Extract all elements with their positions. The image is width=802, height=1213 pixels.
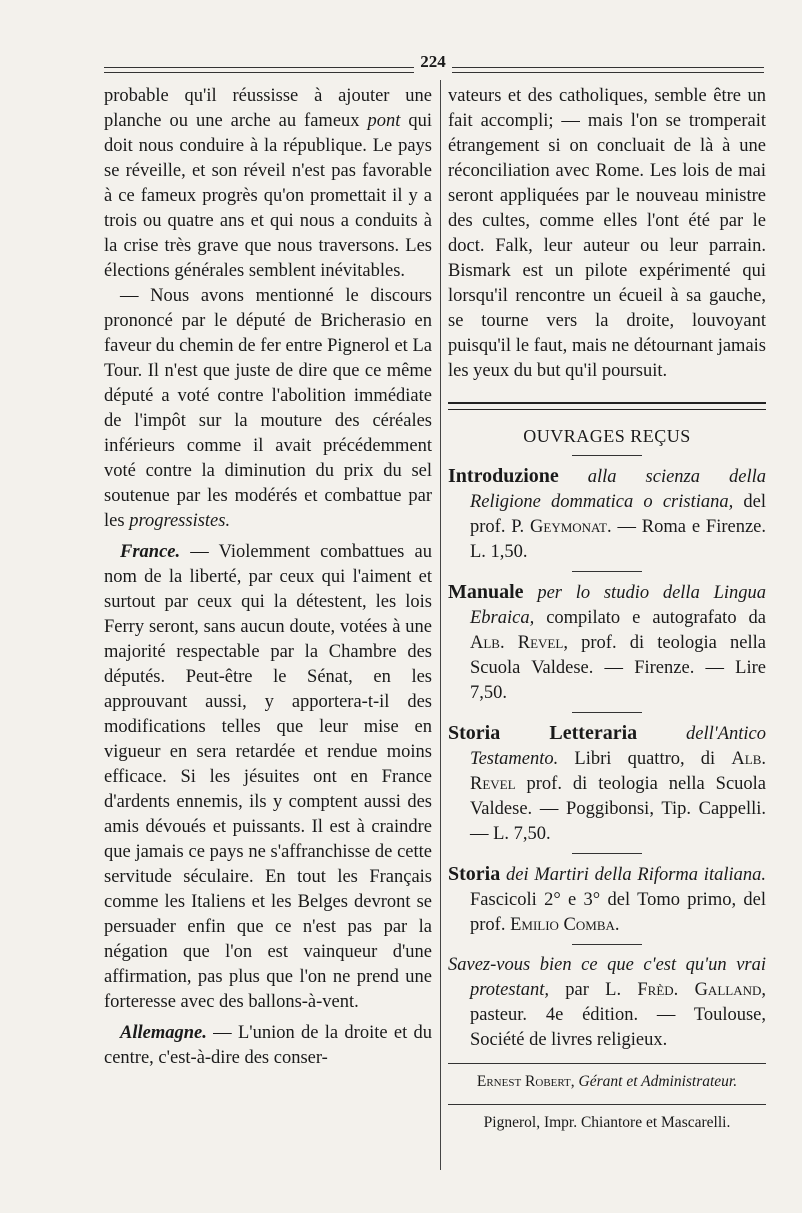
allemagne-heading: Allemagne. [120, 1023, 207, 1043]
entry-title: per lo studio della Lingua Ebraica, [470, 583, 766, 628]
gerant-role: Gérant et Administrateur. [578, 1073, 738, 1090]
allemagne-text: — L'union de la droite et du centre, c'est-à-dire des conser- [104, 1023, 432, 1068]
right-column [448, 84, 766, 1135]
entry-text: Libri quattro, di [574, 749, 716, 769]
left-column [104, 84, 432, 1071]
entry-author: Emilio Comba. [510, 915, 620, 935]
entry-tail: prof. di teologia nella Scuola Valdese. — Poggibonsi, Tip. Cappelli. — L. 7,50. [470, 774, 767, 844]
france-text: — Violemment combattues au nom de la liberté, par ceux qui l'aiment et surtout par ceux qui la détestent, les lois Ferry seront, sans aucun doute, votées à une majorité respectable par la Chambre des députés. Peut-être le Sénat, en les approuvant aussi, y apportera-t-il des modifications telles que leur mise en vigueur en sera retardée et rendue moins efficace. Si les jésuites ont en France d'ardents ennemis, ils y comptent aussi des amis dévoués et puissants. Il est à craindre que jamais ce pays ne s'affranchisse de cette servitude séculaire. En tout les Français comme les Italiens et les Belges devront se persuader enfin que ce n'est pas par la négation que l'on est vainqueur d'une affirmation, pas plus que l'on ne prend une forteresse avec des ballons-à-vent. [104, 542, 432, 1012]
footer-gerant [448, 1070, 766, 1094]
footer-printer: Pignerol, Impr. Chiantore et Mascarelli. [483, 1114, 731, 1131]
left-paragraph-1 [104, 84, 432, 284]
entry-title: dell'Antico Testamento. [470, 724, 766, 769]
short-rule [572, 944, 642, 945]
text-span: qui doit nous conduire à la république. Le pays se réveille, et son réveil n'est pas favorable à ce fameux progrès qu'on promettait il y a trois ou quatre ans et qui nous a conduits à la crise très grave que nous traversons. Les élections générales semblent inévitables. [104, 111, 433, 281]
text-span: probable qu'il réussisse à ajouter une planche ou une arche au fameux [104, 86, 432, 131]
entry-title: dei Martiri della Riforma italiana. [506, 865, 766, 885]
emphasis-pont: pont [367, 111, 401, 131]
france-heading: France. [120, 542, 181, 562]
left-paragraph-2 [104, 284, 432, 534]
text-span: — Nous avons mentionné le discours prononcé par le député de Bricherasio en faveur du chemin de fer entre Pignerol et La Tour. Il n'est que juste de dire que ce même député a voté contre l'abolition immédiate de l'impôt sur la mouture des céréales inférieurs comme il avait précédemment voté contre la diminution du prix du sel soutenue par les modérés et combattue par les [104, 286, 432, 531]
entry-text: del prof. P. [470, 492, 766, 537]
entry-text: par L. [565, 980, 622, 1000]
short-rule [572, 571, 642, 572]
footer-rule [448, 1063, 766, 1064]
footer-rule [448, 1104, 766, 1105]
entry-tail: — Roma e Firenze. L. 1,50. [470, 517, 767, 562]
section-separator [448, 402, 766, 410]
entry-title: alla scienza della Religione dommatica o cristiana, [470, 467, 766, 512]
entry-lead: Introduzione [448, 465, 559, 487]
entry-author: Alb. Revel, [470, 633, 568, 653]
france-section [104, 540, 432, 1015]
book-entry-storia-martiri [448, 862, 766, 938]
ouvrages-heading: OUVRAGES REÇUS [523, 426, 691, 446]
allemagne-section [104, 1021, 432, 1071]
entry-lead: Storia [448, 863, 501, 885]
entry-author: Geymonat. [530, 517, 612, 537]
entry-tail: prof. di teologia nella Scuola Valdese. — Firenze. — Lire 7,50. [470, 633, 767, 703]
header-rule-left [104, 67, 414, 73]
book-entry-introduzione [448, 464, 766, 565]
entry-author: Alb. Revel [470, 749, 766, 794]
page-number: 224 [420, 52, 446, 71]
entry-lead: Manuale [448, 581, 524, 603]
short-rule [572, 853, 642, 854]
book-entry-protestant [448, 953, 766, 1053]
short-rule [572, 712, 642, 713]
entry-text: compilato e autografato da [546, 608, 766, 628]
entry-lead: Storia Letteraria [448, 722, 638, 744]
gerant-name: Ernest Robert, [476, 1073, 575, 1090]
book-entry-storia-letteraria [448, 721, 766, 847]
entry-author: Frèd. Galland, [637, 980, 766, 1000]
column-divider [440, 80, 441, 1170]
emphasis-progressistes: progressistes. [129, 511, 231, 531]
entry-title: Savez-vous bien ce que c'est qu'un vrai protestant, [448, 955, 766, 1000]
book-entry-manuale [448, 580, 766, 706]
right-paragraph-1: vateurs et des catholiques, semble être un fait accompli; — mais l'on se tromperait étrangement si on concluait de là à une réconciliation avec Rome. Les lois de mai seront appliquées par le nouveau ministre des cultes, comme elles l'ont été par le doct. Falk, leur auteur ou leur parrain. Bismark est un pilote expérimenté qui lorsqu'il rencontre un écueil à sa gauche, se tourne vers la droite, louvoyant puisqu'il le faut, mais ne détournant jamais les yeux du but qu'il poursuit. [448, 86, 766, 381]
entry-text: Fascicoli 2° e 3° del Tomo primo, del prof. [470, 890, 766, 935]
entry-tail: pasteur. 4e édition. — Toulouse, Société de livres religieux. [470, 1005, 766, 1050]
short-rule [572, 455, 642, 456]
header-rule-right [452, 67, 764, 73]
